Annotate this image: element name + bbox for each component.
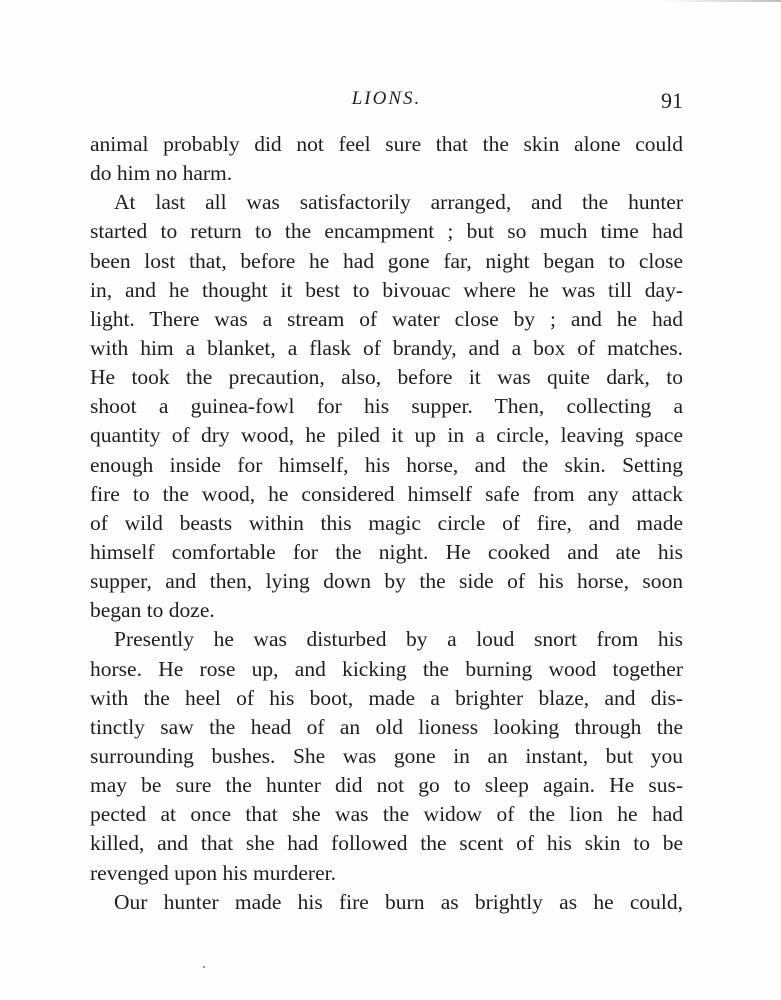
text-line: At last all was satisfactorily arranged, and the hunter — [114, 190, 683, 215]
text-line: animal probably did not feel sure that the skin alone could — [90, 132, 683, 156]
text-line: He took the precaution, also, before it was quite dark, to — [90, 365, 683, 390]
text-line: do him no harm. — [90, 161, 233, 186]
text-line: Presently he was disturbed by a loud snort from his — [114, 627, 683, 652]
scan-speck — [203, 966, 205, 968]
text-line: started to return to the encampment ; but so much time had — [90, 219, 683, 244]
running-head — [90, 88, 683, 118]
text-line: Our hunter made his fire burn as brightly as he could, — [114, 889, 683, 914]
text-line: enough inside for himself, his horse, and the skin. Setting — [90, 452, 683, 477]
text-line: light. There was a stream of water close by ; and he had — [90, 306, 683, 331]
text-line: in, and he thought it best to bivouac where he was till day- — [90, 277, 683, 302]
body-text — [90, 130, 683, 917]
scan-edge-rule — [661, 0, 781, 2]
text-line: himself comfortable for the night. He cooked and ate his — [90, 539, 683, 564]
page-number: 91 — [661, 88, 683, 113]
text-line: horse. He rose up, and kicking the burning wood together — [90, 656, 683, 681]
text-line: with him a blanket, a flask of brandy, and a box of matches. — [90, 335, 683, 360]
text-line: shoot a guinea-fowl for his supper. Then, collecting a — [90, 394, 683, 419]
running-title: LIONS. — [351, 88, 422, 109]
text-line: of wild beasts within this magic circle of fire, and made — [90, 510, 683, 535]
text-line: surrounding bushes. She was gone in an instant, but you — [90, 743, 683, 768]
text-line: with the heel of his boot, made a brighter blaze, and dis- — [90, 685, 683, 710]
text-line: quantity of dry wood, he piled it up in a circle, leaving space — [90, 423, 683, 448]
text-line: revenged upon his murderer. — [90, 860, 336, 885]
text-line: supper, and then, lying down by the side of his horse, soon — [90, 569, 683, 594]
text-line: killed, and that she had followed the scent of his skin to be — [90, 831, 683, 856]
text-line: pected at once that she was the widow of the lion he had — [90, 802, 683, 827]
text-line: been lost that, before he had gone far, night began to close — [90, 248, 683, 273]
text-line: tinctly saw the head of an old lioness looking through the — [90, 714, 683, 739]
text-line: may be sure the hunter did not go to sleep again. He sus- — [90, 773, 683, 798]
text-line: fire to the wood, he considered himself safe from any attack — [90, 481, 683, 506]
text-line: began to doze. — [90, 598, 215, 623]
